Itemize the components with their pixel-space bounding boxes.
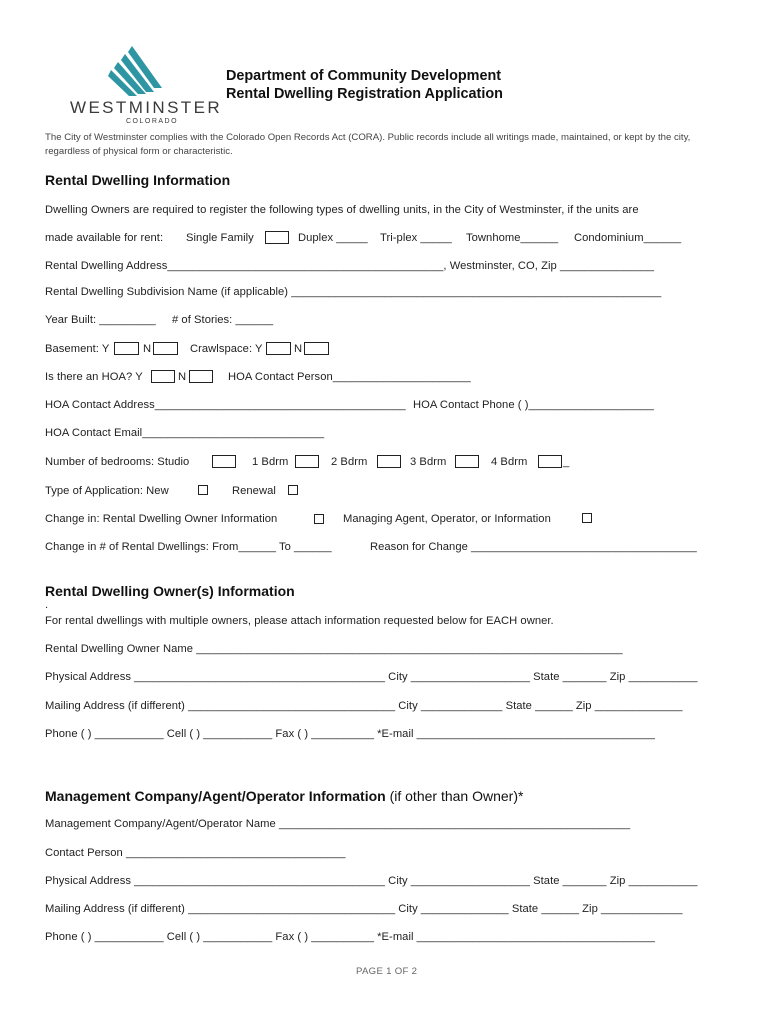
cora-notice: The City of Westminster complies with the Colorado Open Records Act (CORA). Public records include all writings made, maintained, or kept by the city, regardless of physical form or characteristic.	[45, 132, 691, 157]
owner-intro: For rental dwellings with multiple owners, please attach information requested below for EACH owner.	[45, 615, 554, 627]
crawlspace-yes-box[interactable]	[266, 342, 291, 355]
change-in-owner-label: Change in: Rental Dwelling Owner Information	[45, 513, 278, 525]
made-available-label: made available for rent:	[45, 232, 164, 244]
hoa-contact-person-field[interactable]: HOA Contact Person______________________	[228, 371, 471, 383]
managing-agent-label: Managing Agent, Operator, or Information	[343, 513, 551, 525]
stories-field[interactable]: # of Stories: ______	[172, 314, 274, 326]
management-mailing-address-field[interactable]: Mailing Address (if different) _________________________________ City ______________ State ______ Zip _____________	[45, 903, 683, 915]
basement-label: Basement: Y	[45, 343, 110, 355]
owner-name-field[interactable]: Rental Dwelling Owner Name ____________________________________________________________________	[45, 643, 623, 655]
bdrm2-label: 2 Bdrm	[331, 456, 368, 468]
new-checkbox[interactable]	[198, 485, 208, 495]
townhome-field[interactable]: Townhome______	[466, 232, 559, 244]
management-physical-address-field[interactable]: Physical Address ________________________________________ City ___________________ State _______ Zip ___________	[45, 875, 698, 887]
basement-yes-box[interactable]	[114, 342, 139, 355]
basement-no-label: N	[143, 343, 152, 355]
year-built-field[interactable]: Year Built: _________	[45, 314, 156, 326]
management-company-field[interactable]: Management Company/Agent/Operator Name ________________________________________________________	[45, 818, 631, 830]
duplex-field[interactable]: Duplex _____	[298, 232, 368, 244]
change-num-dwellings-field[interactable]: Change in # of Rental Dwellings: From______ To ______	[45, 541, 332, 553]
crawlspace-label: Crawlspace: Y	[190, 343, 263, 355]
owner-phone-field[interactable]: Phone ( ) ___________ Cell ( ) ___________ Fax ( ) __________ *E-mail ______________________________________	[45, 728, 656, 740]
application-type-label: Type of Application: New	[45, 485, 169, 497]
condominium-field[interactable]: Condominium______	[574, 232, 682, 244]
subdivision-field[interactable]: Rental Dwelling Subdivision Name (if applicable) ___________________________________________________________	[45, 286, 662, 298]
hoa-contact-phone-field[interactable]: HOA Contact Phone ( )____________________	[413, 399, 654, 411]
section-rental-dwelling-info-heading: Rental Dwelling Information	[45, 172, 231, 188]
owner-mailing-address-field[interactable]: Mailing Address (if different) _________________________________ City _____________ State ______ Zip ______________	[45, 700, 683, 712]
studio-box[interactable]	[212, 455, 236, 468]
hoa-question-label: Is there an HOA? Y	[45, 371, 143, 383]
bdrm4-box[interactable]	[538, 455, 562, 468]
owner-info-checkbox[interactable]	[314, 514, 324, 524]
reason-for-change-field[interactable]: Reason for Change ____________________________________	[370, 541, 697, 553]
page-title-line2: Rental Dwelling Registration Application	[226, 86, 503, 102]
bedrooms-label: Number of bedrooms: Studio	[45, 456, 190, 468]
bdrm4-underline: _	[563, 456, 570, 468]
renewal-checkbox[interactable]	[288, 485, 298, 495]
page-number: PAGE 1 OF 2	[356, 966, 418, 977]
hoa-no-label: N	[178, 371, 187, 383]
dwelling-intro: Dwelling Owners are required to register the following types of dwelling units, in the City of Westminster, if the units are	[45, 204, 639, 216]
management-phone-field[interactable]: Phone ( ) ___________ Cell ( ) ___________ Fax ( ) __________ *E-mail ______________________________________	[45, 931, 656, 943]
hoa-contact-address-field[interactable]: HOA Contact Address________________________________________	[45, 399, 406, 411]
single-family-box[interactable]	[265, 231, 289, 244]
bdrm1-box[interactable]	[295, 455, 319, 468]
bdrm3-box[interactable]	[455, 455, 479, 468]
basement-no-box[interactable]	[153, 342, 178, 355]
hoa-no-box[interactable]	[189, 370, 213, 383]
section-owner-dot: .	[45, 599, 49, 611]
page-title-line1: Department of Community Development	[226, 68, 502, 84]
owner-physical-address-field[interactable]: Physical Address ________________________________________ City ___________________ State _______ Zip ___________	[45, 671, 698, 683]
bdrm1-label: 1 Bdrm	[252, 456, 289, 468]
contact-person-field[interactable]: Contact Person ___________________________________	[45, 847, 346, 859]
logo-subtitle: COLORADO	[126, 118, 179, 125]
managing-agent-checkbox[interactable]	[582, 513, 592, 523]
single-family-label: Single Family	[186, 232, 254, 244]
hoa-yes-box[interactable]	[151, 370, 175, 383]
section-owner-info-heading: Rental Dwelling Owner(s) Information	[45, 583, 295, 599]
bdrm3-label: 3 Bdrm	[410, 456, 447, 468]
logo-wordmark: WESTMINSTER	[70, 98, 223, 117]
bdrm2-box[interactable]	[377, 455, 401, 468]
logo-mark-icon	[70, 44, 210, 100]
crawlspace-no-box[interactable]	[304, 342, 329, 355]
rental-address-field[interactable]: Rental Dwelling Address____________________________________________, Westminster, CO, Zip _______________	[45, 260, 655, 272]
section-management-title: Management Company/Agent/Operator Information	[45, 788, 386, 804]
section-management-note: (if other than Owner)*	[385, 788, 524, 804]
renewal-label: Renewal	[232, 485, 276, 497]
westminster-logo	[70, 44, 223, 128]
crawlspace-no-label: N	[294, 343, 303, 355]
triplex-field[interactable]: Tri-plex _____	[380, 232, 452, 244]
section-management-heading	[45, 788, 523, 804]
hoa-contact-email-field[interactable]: HOA Contact Email_____________________________	[45, 427, 325, 439]
bdrm4-label: 4 Bdrm	[491, 456, 528, 468]
